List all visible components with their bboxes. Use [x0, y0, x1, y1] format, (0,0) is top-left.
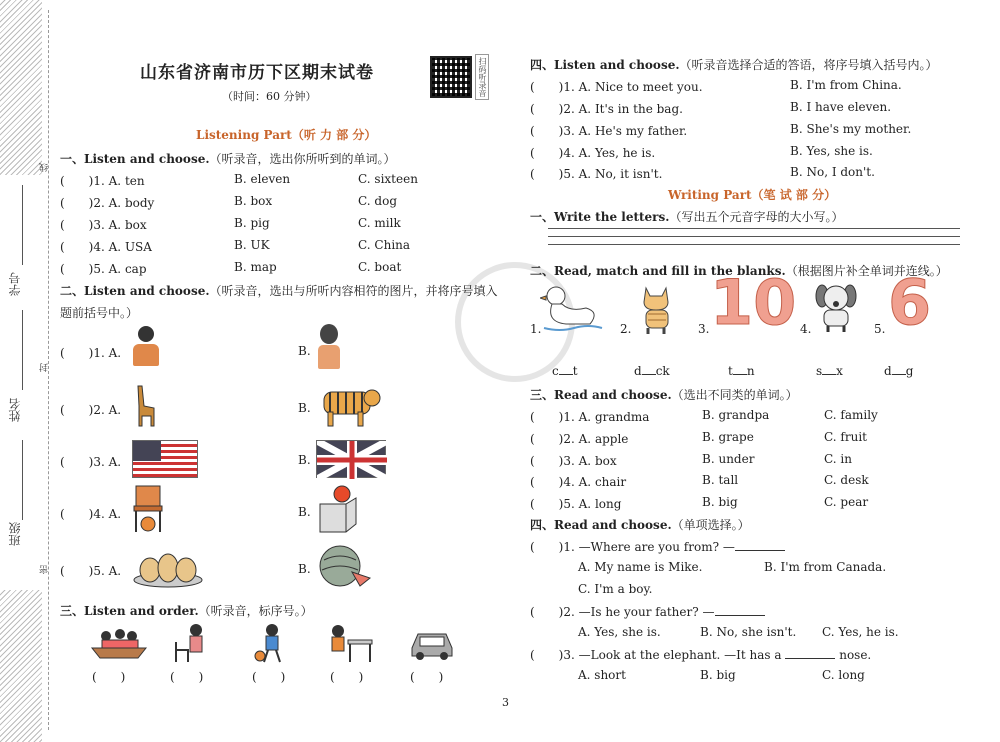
p1-num: ( )5. A. [60, 262, 122, 276]
p1-num: ( )4. A. [60, 240, 122, 254]
p4-row-3 [530, 122, 687, 139]
word-blank[interactable] [642, 374, 656, 375]
order-bracket-4[interactable]: ( ) [330, 670, 364, 684]
w3-c-val: fruit [840, 430, 867, 444]
number-label: 学号 [8, 272, 22, 296]
w3-row-2 [530, 430, 628, 447]
p4-b-val: She's my mother. [806, 122, 912, 136]
w3-b-label: B. [702, 430, 715, 444]
p1-c-label: C. [358, 172, 371, 186]
part4-heading [530, 56, 938, 73]
p4-num: ( )4. A. [530, 146, 592, 160]
w3-row-3 [530, 452, 617, 469]
order-bracket-2[interactable]: ( ) [170, 670, 204, 684]
boy-picture [132, 326, 160, 372]
p4-b-label: B. [790, 78, 803, 92]
p2-row-2-b: B. [298, 401, 311, 415]
w4-q1a: A. My name is Mike. [578, 560, 703, 574]
writing-line [548, 244, 960, 252]
w2-num-4: 4. [800, 322, 812, 336]
w3-b-val: grandpa [718, 408, 770, 422]
boy-desk-picture [324, 622, 374, 664]
p4-b-label: B. [790, 144, 803, 158]
w2-instruction: （根据图片补全单词并连线。） [785, 264, 948, 278]
word-right: t [572, 364, 578, 378]
part2-instruction: （听录音，选出与所听内容相符的图片，并将序号填入 [209, 284, 498, 298]
w4-q2-text: ( )2. —Is he your father? — [530, 605, 715, 619]
p1-b-label: B. [234, 194, 247, 208]
part3-instruction: （听录音，标序号。） [198, 604, 313, 618]
p2-row-5-b: B. [298, 562, 311, 576]
listening-part-label: Listening Part（听 力 部 分） [196, 128, 377, 142]
w3-b-label: B. [702, 452, 715, 466]
p1-c-val: milk [374, 216, 401, 230]
word-right: g [905, 364, 914, 378]
answer-blank[interactable] [735, 550, 785, 551]
p4-b-label: B. [790, 165, 803, 179]
feng-mark: 封 [40, 363, 50, 372]
xian-mark: 线 [40, 163, 50, 172]
p1-num: ( )3. A. [60, 218, 122, 232]
p1-c-1 [358, 172, 418, 186]
fill-word-3[interactable] [728, 364, 755, 378]
part3-title: 三、Listen and order. [60, 604, 199, 618]
word-blank[interactable] [733, 374, 747, 375]
p1-c-label: C. [358, 216, 371, 230]
p4-b-2 [790, 100, 891, 114]
p1-c-4 [358, 238, 410, 252]
p4-a: It's in the bag. [594, 102, 683, 116]
p1-num: ( )2. A. [60, 196, 122, 210]
p1-c-5 [358, 260, 401, 274]
p1-c-val: boat [374, 260, 402, 274]
p1-b-val: box [250, 194, 273, 208]
p4-num: ( )5. A. [530, 167, 592, 181]
part1-heading [60, 150, 396, 167]
w2-num-3: 3. [698, 322, 710, 336]
p1-b-label: B. [234, 238, 247, 252]
part2-title: 二、Listen and choose. [60, 284, 210, 298]
word-blank[interactable] [559, 374, 573, 375]
p4-a: No, it isn't. [594, 167, 663, 181]
p4-b-label: B. [790, 100, 803, 114]
w3-num: ( )1. A. [530, 410, 592, 424]
uk-flag-picture [316, 440, 386, 478]
binding-hatch-bottom [0, 590, 42, 742]
word-right: n [746, 364, 755, 378]
w3-c-2 [824, 430, 867, 444]
w3-c-val: desk [840, 473, 869, 487]
qr-code[interactable] [430, 56, 472, 98]
p4-row-1 [530, 78, 703, 95]
w4-q1b: B. I'm from Canada. [764, 560, 887, 574]
p4-a: Yes, he is. [594, 146, 656, 160]
page-number: 3 [502, 696, 509, 709]
p1-row-2 [60, 194, 154, 211]
word-right: ck [655, 364, 670, 378]
p4-row-2 [530, 100, 683, 117]
answer-blank[interactable] [785, 658, 835, 659]
w3-b-5 [702, 495, 738, 509]
w3-c-label: C. [824, 473, 837, 487]
w4-title: 四、Read and choose. [530, 518, 672, 532]
p2-row-1-label: ( )1. A. [60, 346, 122, 360]
w2-num-1: 1. [530, 322, 542, 336]
w3-a: box [594, 454, 617, 468]
p2-row-5-label: ( )5. A. [60, 564, 122, 578]
p2-row-4-label: ( )4. A. [60, 507, 122, 521]
w3-a: apple [594, 432, 629, 446]
word-left: t [728, 364, 733, 378]
w1-heading [530, 208, 843, 225]
p1-b-label: B. [234, 260, 247, 274]
w4-q3 [530, 646, 871, 663]
w4-q3b: B. big [700, 668, 736, 682]
w3-b-label: B. [702, 495, 715, 509]
p1-b-val: eleven [250, 172, 291, 186]
w3-c-val: in [840, 452, 852, 466]
boy-ball-picture [252, 622, 288, 664]
part3-heading [60, 602, 313, 619]
p1-c-label: C. [358, 194, 371, 208]
fill-word-1[interactable] [552, 364, 578, 378]
p1-num: ( )1. A. [60, 174, 122, 188]
tiger-picture [316, 382, 382, 428]
w4-q3-end: nose. [839, 648, 872, 662]
dog-picture [812, 282, 860, 334]
p1-c-2 [358, 194, 397, 208]
p1-c-3 [358, 216, 401, 230]
w3-c-label: C. [824, 495, 837, 509]
p4-row-4 [530, 144, 655, 161]
p4-num: ( )1. A. [530, 80, 592, 94]
p4-row-5 [530, 165, 662, 182]
w3-c-label: C. [824, 408, 837, 422]
p1-a: ten [124, 174, 145, 188]
w3-num: ( )2. A. [530, 432, 592, 446]
w4-q3a: A. short [578, 668, 626, 682]
p2-row-3-label: ( )3. A. [60, 455, 122, 469]
letter-writing-lines[interactable] [548, 228, 960, 252]
p1-b-val: map [250, 260, 277, 274]
w2-title: 二、Read, match and fill in the blanks. [530, 264, 786, 278]
p4-b-val: Yes, she is. [806, 144, 873, 158]
p1-b-4 [234, 238, 270, 252]
w3-c-1 [824, 408, 878, 422]
word-left: s [816, 364, 823, 378]
w3-c-3 [824, 452, 852, 466]
w3-b-2 [702, 430, 754, 444]
part2-heading [60, 282, 498, 299]
word-left: d [634, 364, 642, 378]
w3-heading [530, 386, 798, 403]
fill-word-5[interactable] [884, 364, 913, 378]
w3-row-4 [530, 473, 626, 490]
w4-q2a: A. Yes, she is. [578, 625, 661, 639]
class-line [22, 440, 23, 520]
name-label: 姓名 [8, 398, 22, 422]
answer-blank[interactable] [715, 615, 765, 616]
writing-line [548, 228, 960, 236]
word-left: c [552, 364, 559, 378]
p1-c-val: dog [374, 194, 397, 208]
box-ball-picture [316, 484, 360, 534]
p4-b-val: No, I don't. [806, 165, 875, 179]
fill-word-4[interactable] [816, 364, 843, 378]
p4-num: ( )3. A. [530, 124, 592, 138]
w3-c-val: pear [840, 495, 869, 509]
p4-a: Nice to meet you. [594, 80, 703, 94]
word-blank[interactable] [822, 374, 836, 375]
w4-q1-text: ( )1. —Where are you from? — [530, 540, 735, 554]
w1-instruction: （写出五个元音字母的大小写。） [669, 210, 844, 224]
name-line [22, 310, 23, 390]
w3-a: grandma [594, 410, 650, 424]
girl-picture [316, 324, 342, 372]
page-title: 山东省济南市历下区期末试卷 [140, 63, 374, 83]
p4-b-4 [790, 144, 873, 158]
p2-row-2-label: ( )2. A. [60, 403, 122, 417]
w3-c-5 [824, 495, 868, 509]
order-bracket-3[interactable]: ( ) [252, 670, 286, 684]
w2-num-5: 5. [874, 322, 886, 336]
p1-a: USA [124, 240, 152, 254]
w3-c-label: C. [824, 430, 837, 444]
w4-q2b: B. No, she isn't. [700, 625, 797, 639]
part2-instruction-2: 题前括号中。） [60, 306, 139, 320]
p1-b-1 [234, 172, 290, 186]
w2-num-2: 2. [620, 322, 632, 336]
p1-b-5 [234, 260, 277, 274]
w3-b-val: tall [718, 473, 739, 487]
p1-a: box [124, 218, 147, 232]
word-blank[interactable] [892, 374, 906, 375]
p1-c-val: sixteen [374, 172, 418, 186]
p1-row-1 [60, 172, 145, 189]
part4-instruction: （听录音选择合适的答语，将序号填入括号内。） [679, 58, 938, 72]
p4-b-val: I'm from China. [806, 78, 902, 92]
w3-num: ( )3. A. [530, 454, 592, 468]
part4-title: 四、Listen and choose. [530, 58, 680, 72]
p4-b-1 [790, 78, 902, 92]
w4-q2 [530, 603, 765, 620]
w3-a: long [594, 497, 622, 511]
w4-heading [530, 516, 750, 533]
w3-b-val: grape [718, 430, 754, 444]
w3-num: ( )4. A. [530, 475, 592, 489]
writing-part-label: Writing Part（笔 试 部 分） [668, 188, 837, 202]
p4-b-5 [790, 165, 875, 179]
fill-word-2[interactable] [634, 364, 670, 378]
w3-b-val: big [718, 495, 738, 509]
big-ten: 10 [710, 266, 797, 339]
p1-b-label: B. [234, 172, 247, 186]
w4-q3c: C. long [822, 668, 865, 682]
w3-title: 三、Read and choose. [530, 388, 672, 402]
p1-row-3 [60, 216, 147, 233]
giraffe-picture [132, 382, 160, 428]
w3-row-1 [530, 408, 649, 425]
p4-a: He's my father. [594, 124, 688, 138]
class-label: 班级 [8, 522, 22, 546]
word-left: d [884, 364, 892, 378]
p2-row-4-b: B. [298, 505, 311, 519]
exam-time: （时间：60 分钟） [222, 90, 317, 103]
p2-row-3-b: B. [298, 453, 311, 467]
w3-b-val: under [718, 452, 755, 466]
p1-b-val: UK [250, 238, 270, 252]
w3-a: chair [594, 475, 627, 489]
p1-c-label: C. [358, 260, 371, 274]
chair-ball-picture [132, 484, 164, 534]
p1-c-val: China [374, 238, 411, 252]
order-bracket-1[interactable]: ( ) [92, 670, 126, 684]
w4-q1c: C. I'm a boy. [578, 582, 653, 596]
number-line [22, 185, 23, 265]
w1-title: 一、Write the letters. [530, 210, 670, 224]
big-six: 6 [888, 266, 932, 339]
duck-picture [540, 282, 604, 334]
w3-b-1 [702, 408, 769, 422]
car-picture [408, 626, 456, 662]
p1-b-val: pig [250, 216, 270, 230]
p1-b-3 [234, 216, 270, 230]
seal-mark: 密 [40, 565, 50, 574]
w3-b-3 [702, 452, 754, 466]
girl-chair-picture [172, 622, 212, 664]
word-right: x [836, 364, 843, 378]
p4-b-label: B. [790, 122, 803, 136]
binding-hatch-top [0, 0, 42, 175]
watermelon-picture [316, 542, 372, 588]
boat-family-picture [90, 624, 148, 664]
w3-c-4 [824, 473, 869, 487]
w3-c-val: family [840, 408, 878, 422]
w3-num: ( )5. A. [530, 497, 592, 511]
w4-q2c: C. Yes, he is. [822, 625, 899, 639]
w3-row-5 [530, 495, 621, 512]
w4-instruction: （单项选择。） [671, 518, 750, 532]
qr-label: 扫码听录音 [475, 54, 489, 100]
p4-num: ( )2. A. [530, 102, 592, 116]
w3-instruction: （选出不同类的单词。） [671, 388, 798, 402]
p1-c-label: C. [358, 238, 371, 252]
p1-row-4 [60, 238, 152, 255]
part1-instruction: （听录音，选出你所听到的单词。） [209, 152, 396, 166]
p1-row-5 [60, 260, 147, 277]
order-bracket-5[interactable]: ( ) [410, 670, 444, 684]
w4-q1 [530, 538, 785, 555]
writing-line [548, 236, 960, 244]
p1-a: body [124, 196, 155, 210]
w4-q3-text: ( )3. —Look at the elephant. —It has a [530, 648, 782, 662]
pears-picture [132, 542, 204, 588]
p4-b-val: I have eleven. [806, 100, 892, 114]
p4-b-3 [790, 122, 911, 136]
w3-b-4 [702, 473, 738, 487]
usa-flag-picture [132, 440, 198, 478]
p1-a: cap [124, 262, 147, 276]
w3-b-label: B. [702, 408, 715, 422]
cat-picture [638, 284, 678, 336]
p2-row-1-b: B. [298, 344, 311, 358]
w3-c-label: C. [824, 452, 837, 466]
p1-b-2 [234, 194, 272, 208]
p1-b-label: B. [234, 216, 247, 230]
part1-title: 一、Listen and choose. [60, 152, 210, 166]
w3-b-label: B. [702, 473, 715, 487]
